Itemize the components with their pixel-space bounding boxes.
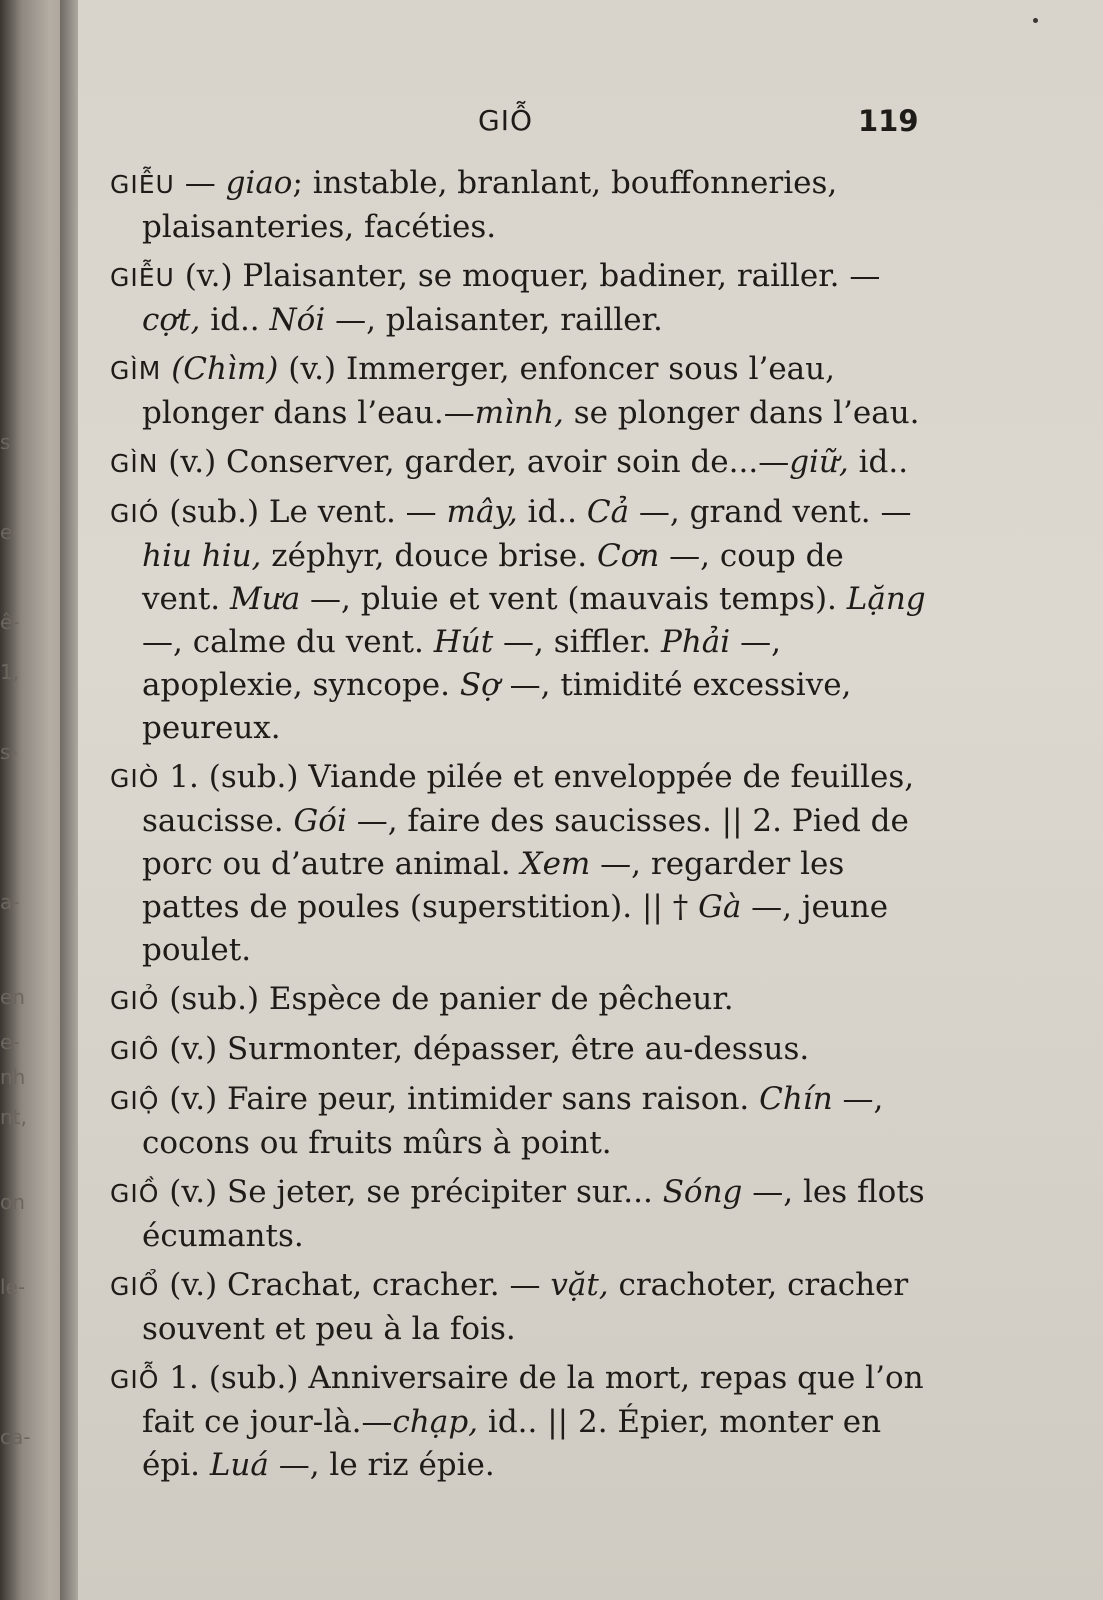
entry-definition-text <box>161 351 171 387</box>
entry-headword: GÌM <box>110 356 162 385</box>
entry-definition-text: —, grand vent. — <box>629 494 912 530</box>
entry-headword: GIỄU <box>110 263 175 292</box>
entry-definition-text: —, siffler. <box>493 624 661 660</box>
facing-page-fragment: en <box>0 985 25 1009</box>
entry-definition-text: —, jeune poulet. <box>142 889 889 968</box>
entry-headword: GÌN <box>110 449 159 478</box>
entry-headword: GIỘ <box>110 1086 160 1115</box>
entry-headword: GIÔ <box>110 1036 160 1065</box>
entry-definition-text: 1. (sub.) Anniversaire de la mort, repas que l’on fait ce jour-là.— <box>142 1360 924 1440</box>
entry-definition-text: —, pluie et vent (mauvais temps). <box>300 581 847 617</box>
entry-definition-text: zéphyr, douce brise. <box>261 538 597 574</box>
entry-vietnamese-term: Cả <box>586 494 630 530</box>
dictionary-entries <box>110 162 930 1493</box>
entry-vietnamese-term: mình, <box>474 395 564 431</box>
entry-vietnamese-term: Chín <box>759 1081 833 1117</box>
facing-page-fragment: ê- <box>0 610 20 634</box>
facing-page-fragment: e- <box>0 1030 20 1054</box>
entry-definition-text: (v.) Se jeter, se précipiter sur... <box>159 1174 663 1210</box>
entry-definition-text: —, coup de vent. <box>142 538 844 617</box>
facing-page-fragment: ca- <box>0 1425 31 1449</box>
entry-vietnamese-term: hiu hiu, <box>142 538 262 574</box>
ink-speck <box>1033 18 1038 23</box>
entry-definition-text: —, calme du vent. <box>142 624 434 660</box>
entry-vietnamese-term: Cơn <box>596 538 660 574</box>
facing-page-fragment: e <box>0 520 13 544</box>
entry-headword: GIỒ <box>110 1179 160 1208</box>
dictionary-entry <box>110 162 930 249</box>
entry-definition-text: (v.) Surmonter, dépasser, être au-dessus. <box>159 1031 810 1067</box>
dictionary-entry <box>110 441 930 485</box>
entry-vietnamese-term: Lặng <box>846 581 926 617</box>
entry-headword: GIÓ <box>110 499 160 528</box>
entry-vietnamese-term: giữ, <box>789 444 849 480</box>
entry-vietnamese-term: chạp, <box>392 1404 479 1440</box>
entry-headword: GIÒ <box>110 764 160 793</box>
entry-headword: GIỖ <box>110 1365 160 1394</box>
entry-definition-text: (v.) Conserver, garder, avoir soin de...— <box>158 444 790 480</box>
entry-definition-text: (v.) Immerger, enfoncer sous l’eau, plonger dans l’eau.— <box>142 351 835 431</box>
entry-definition-text: ; instable, branlant, bouffonneries, plaisanteries, facéties. <box>142 165 838 245</box>
facing-page-fragment: on <box>0 1190 25 1214</box>
dictionary-entry <box>110 1028 930 1072</box>
dictionary-entry <box>110 1171 930 1258</box>
entry-definition-text: (v.) Faire peur, intimider sans raison. <box>159 1081 760 1117</box>
entry-vietnamese-term: Sóng <box>662 1174 743 1210</box>
entry-headword: GIỔ <box>110 1272 160 1301</box>
entry-definition-text: (v.) Plaisanter, se moquer, badiner, railler. — <box>174 258 881 294</box>
facing-page-fragment: nt, <box>0 1105 27 1129</box>
entry-vietnamese-term: Xem <box>520 846 591 882</box>
page-number: 119 <box>858 104 919 138</box>
entry-definition-text: —, timidité excessive, peureux. <box>142 667 852 746</box>
entry-definition-text: —, apoplexie, syncope. <box>142 624 781 703</box>
dictionary-entry <box>110 491 930 750</box>
entry-vietnamese-term: giao <box>225 165 293 201</box>
entry-vietnamese-term: Hút <box>433 624 494 660</box>
entry-definition-text: (v.) Crachat, cracher. — <box>159 1267 551 1303</box>
entry-definition-text: (sub.) Le vent. — <box>159 494 447 530</box>
entry-definition-text: id.. <box>517 494 587 530</box>
entry-vietnamese-term: Luá <box>209 1447 269 1483</box>
entry-definition-text: —, cocons ou fruits mûrs à point. <box>142 1081 884 1161</box>
entry-vietnamese-term: Nói <box>269 302 326 338</box>
entry-vietnamese-term: cợt, <box>142 302 201 338</box>
dictionary-entry <box>110 756 930 972</box>
dictionary-entry <box>110 1357 930 1487</box>
entry-vietnamese-term: Sợ <box>459 667 500 703</box>
entry-headword: GIỄU <box>110 170 175 199</box>
facing-page-fragment: a- <box>0 890 20 914</box>
entry-definition-text: —, le riz épie. <box>268 1447 495 1483</box>
entry-vietnamese-term: Phải <box>660 624 731 660</box>
facing-page-fragment: s- <box>0 740 18 764</box>
entry-definition-text: (sub.) Espèce de panier de pêcheur. <box>159 981 734 1017</box>
entry-vietnamese-term: vặt, <box>550 1267 609 1303</box>
entry-definition-text: id.. <box>200 302 270 338</box>
entry-vietnamese-term: mây, <box>446 494 518 530</box>
dictionary-entry <box>110 348 930 435</box>
entry-headword: GIỎ <box>110 986 160 1015</box>
running-head-word: GIỖ <box>478 104 533 137</box>
entry-vietnamese-term: Gói <box>293 803 347 839</box>
facing-page-fragment: 1, <box>0 660 20 684</box>
entry-definition-text: id.. || 2. Épier, monter en épi. <box>142 1404 882 1483</box>
entry-definition-text: crachoter, cracher souvent et peu à la fois. <box>142 1267 909 1347</box>
entry-definition-text: —, les flots écumants. <box>142 1174 925 1254</box>
entry-definition-text: —, plaisanter, railler. <box>325 302 663 338</box>
entry-definition-text: se plonger dans l’eau. <box>563 395 920 431</box>
entry-vietnamese-term: Mưa <box>230 581 301 617</box>
dictionary-page <box>78 0 1103 1600</box>
entry-vietnamese-term: Gà <box>698 889 742 925</box>
facing-page-fragment: s <box>0 430 11 454</box>
running-head <box>78 104 1103 144</box>
entry-definition-text: —, regarder les pattes de poules (superstition). || † <box>142 846 845 925</box>
dictionary-entry <box>110 978 930 1022</box>
dictionary-entry <box>110 1264 930 1351</box>
dictionary-entry <box>110 1078 930 1165</box>
facing-page-fragment: nh <box>0 1065 26 1089</box>
facing-page-fragment: le- <box>0 1275 26 1299</box>
entry-definition-text: — <box>174 165 226 201</box>
dictionary-entry <box>110 255 930 342</box>
entry-definition-text: —, faire des saucisses. || 2. Pied de porc ou d’autre animal. <box>142 803 909 882</box>
entry-definition-text: id.. <box>848 444 909 480</box>
entry-vietnamese-term: (Chìm) <box>171 351 279 387</box>
entry-definition-text: 1. (sub.) Viande pilée et enveloppée de feuilles, saucisse. <box>142 759 915 839</box>
